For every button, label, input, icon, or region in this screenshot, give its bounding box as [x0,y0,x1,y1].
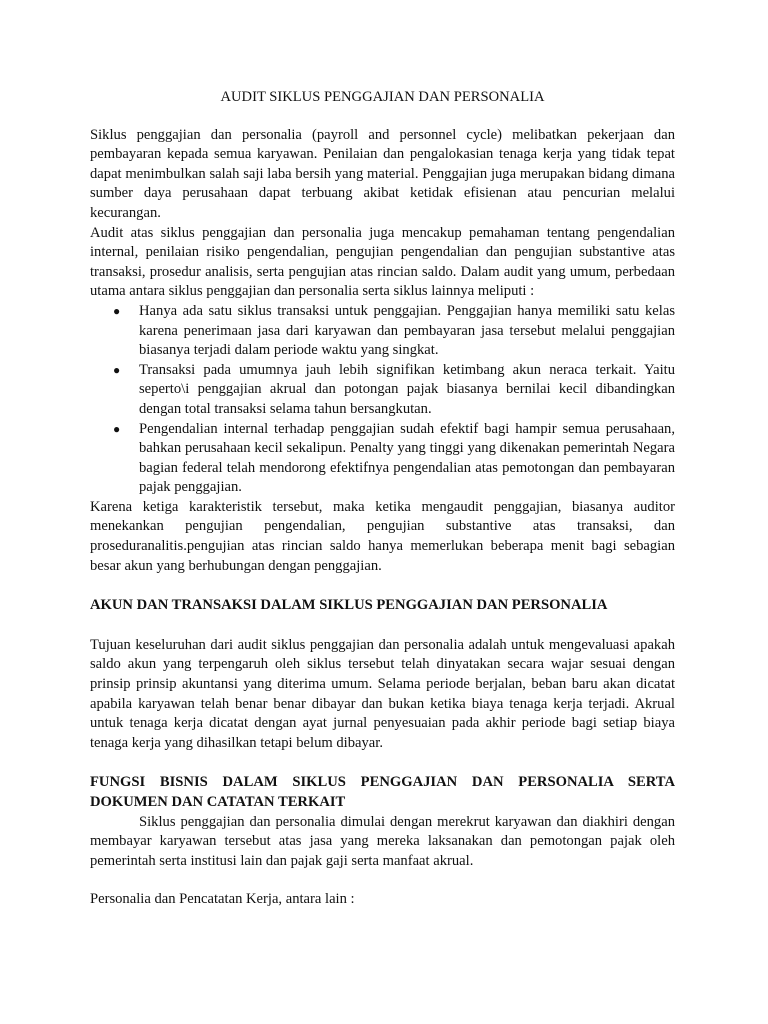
bullet-item [113,302,675,361]
bullet-text: Transaksi pada umumnya jauh lebih signifikan ketimbang akun neraca terkait. Yaitu seperto\i penggajian akrual dan potongan pajak biasanya bernilai kecil dibandingkan dengan total transaksi selama tahun bersangkutan. [139,361,675,417]
scope-paragraph: Audit atas siklus penggajian dan personalia juga mencakup pemahaman tentang pengendalian internal, penilaian risiko pengendalian, pengujian pengendalian dan pengujian substantive atas transaksi, prosedur analisis, serta pengujian atas rincian saldo. Dalam audit yang umum, perbedaan utama antara siklus penggajian dan personalia serta siklus lainnya meliputi : [90,224,675,300]
personalia-line: Personalia dan Pencatatan Kerja, antara lain : [90,891,355,908]
spacer [90,576,675,596]
closing-paragraph: Karena ketiga karakteristik tersebut, maka ketika mengaudit penggajian, biasanya auditor menekankan pengujian pengendalian, pengujian substantive atas transaksi, dan proseduranalitis.pengujian atas rincian saldo hanya memerlukan beberapa menit bagi sebagian besar akun yang berhubungan dengan penggajian. [90,498,675,574]
intro-paragraph: Siklus penggajian dan personalia (payroll and personnel cycle) melibatkan pekerjaan dan pembayaran kepada semua karyawan. Penilaian dan pengalokasian tenaga kerja yang tidak tepat dapat menimbulkan salah saji laba bersih yang material. Penggajian juga merupakan bidang dimana sumber daya perusahaan dapat terbuang akibat ketidak efisienan atau pencurian melalui kecurangan. [90,126,675,221]
bullet-dot-icon: ● [113,421,121,436]
bullet-text: Pengendalian internal terhadap penggajian sudah efektif bagi hampir semua perusahaan, bahkan perusahaan kecil sekalipun. Penalty yang tinggi yang dikenakan pemerintah Negara bagian federal telah mendorong efektifnya pengendalian atas pemotongan dan pembayaran pajak penggajian. [139,420,675,496]
section-heading-fungsi-bisnis: FUNGSI BISNIS DALAM SIKLUS PENGGAJIAN DAN PERSONALIA SERTA DOKUMEN DAN CATATAN TERKAIT [90,774,675,810]
bullet-list [90,302,675,498]
spacer [90,616,675,636]
spacer [90,871,675,890]
bullet-item [113,361,675,420]
spacer [90,753,675,773]
section-heading-akun: AKUN DAN TRANSAKSI DALAM SIKLUS PENGGAJIAN DAN PERSONALIA [90,597,608,614]
bullet-item [113,420,675,498]
document-title: AUDIT SIKLUS PENGGAJIAN DAN PERSONALIA [220,89,545,105]
bullet-text: Hanya ada satu siklus transaksi untuk penggajian. Penggajian hanya memiliki satu kelas karena penerimaan jasa dari karyawan dan pembayaran jasa tersebut melalui penggajian biasanya terjadi dalam periode waktu yang singkat. [139,302,675,359]
section-paragraph-akun: Tujuan keseluruhan dari audit siklus penggajian dan personalia adalah untuk mengevaluasi apakah saldo akun yang terpengaruh oleh siklus tersebut telah dinyatakan secara wajar sesuai dengan prinsip prinsip akuntansi yang diterima umum. Selama periode berjalan, beban baru akan dicatat apabila karyawan telah benar benar dibayar dan bukan ketika biaya tenaga kerja terjadi. Akrual untuk tenaga kerja dicatat dengan ayat jurnal penyesuaian pada akhir periode bagi setiap biaya tenaga kerja yang dihasilkan tetapi belum dibayar. [90,636,675,751]
bullet-dot-icon: ● [113,303,121,318]
section-paragraph-fungsi-bisnis: Siklus penggajian dan personalia dimulai dengan merekrut karyawan dan diakhiri dengan membayar karyawan tersebut atas jasa yang mereka laksanakan dan pemotongan pajak oleh pemerintah serta institusi lain dan pajak gaji serta manfaat akrual. [90,813,675,869]
document-page [90,88,675,910]
bullet-dot-icon: ● [113,362,121,377]
